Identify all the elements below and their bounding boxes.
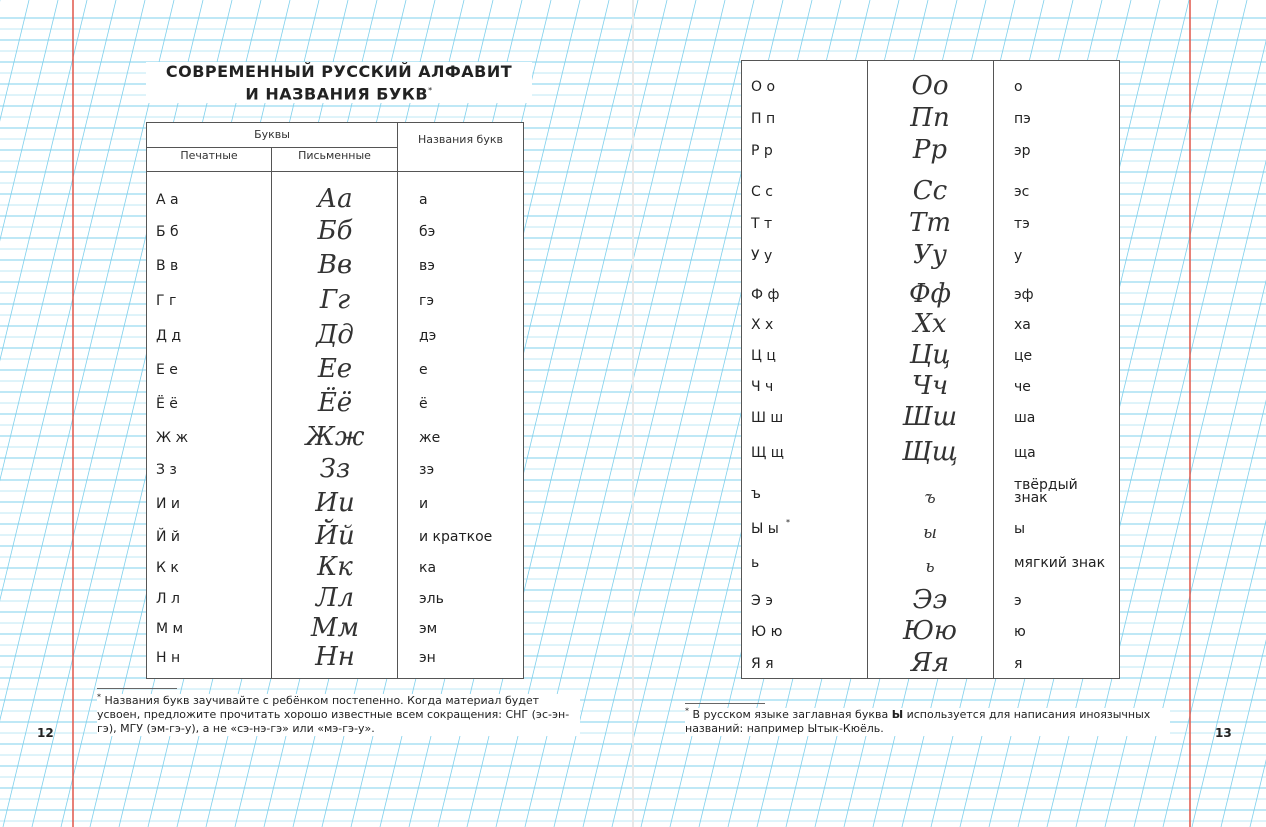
written-letter: Ээ (912, 585, 948, 615)
header-divider (147, 147, 397, 148)
footnote-rule (685, 703, 765, 704)
written-letter: Рр (912, 135, 948, 165)
letter-name: и краткое (419, 529, 493, 545)
written-letter: Нн (315, 642, 355, 672)
printed-letter: У у (751, 248, 773, 264)
printed-letter: ь (751, 555, 760, 571)
printed-letter: Ю ю (751, 624, 783, 640)
printed-letter: А а (156, 192, 179, 208)
alphabet-table-left (146, 122, 524, 679)
written-letter: Кк (317, 552, 353, 582)
written-letter: Щщ (902, 437, 958, 467)
header-letters: Буквы (254, 128, 290, 141)
page-number-left: 12 (37, 726, 54, 740)
written-letter: Мм (310, 613, 360, 643)
letter-name: я (1014, 656, 1023, 672)
letter-name: твёрдый знак (1014, 477, 1078, 506)
header-names: Названия букв (418, 133, 503, 146)
printed-letter: Й й (156, 529, 181, 545)
written-letter: Цц (909, 340, 951, 370)
printed-letter: Щ щ (751, 445, 784, 461)
printed-letter: Я я (751, 656, 774, 672)
letter-name: гэ (419, 293, 435, 309)
printed-letter: Ц ц (751, 348, 776, 364)
footnote-rule (97, 688, 177, 689)
written-letter: Лл (315, 583, 355, 613)
title-line-2 (146, 81, 532, 103)
letter-name: дэ (419, 328, 437, 344)
written-letter: Йй (315, 521, 355, 551)
written-letter: Ёё (317, 388, 353, 418)
printed-letter: О о (751, 79, 776, 95)
letter-name: ха (1014, 317, 1031, 333)
written-letter: Ии (315, 488, 355, 518)
written-letter: Шш (902, 402, 958, 432)
written-letter: ь (925, 557, 935, 577)
written-letter: Чч (911, 371, 949, 401)
printed-letter: Ш ш (751, 410, 784, 426)
letter-name: ка (419, 560, 437, 576)
page-number-right: 13 (1215, 726, 1232, 740)
printed-letter: М м (156, 621, 184, 637)
printed-letter: Л л (156, 591, 180, 607)
written-letter: Яя (910, 648, 950, 678)
letter-name: и (419, 496, 429, 512)
letter-name: ы (1014, 521, 1026, 537)
footnote-mark: * (685, 706, 689, 716)
printed-letter: Ф ф (751, 287, 780, 303)
printed-letter: В в (156, 258, 179, 274)
letter-name: е (419, 362, 428, 378)
column-divider (271, 147, 272, 678)
footnote-bold-letter: Ы (891, 708, 904, 721)
written-letter: Фф (909, 279, 951, 309)
alphabet-table-right: О о Оо о П п Пп пэ Р р Рр эр С с Сс эс Т т Тт тэ У у Уу у Ф ф Фф эф Х х Хх ха Ц ц Цц це Ч ч Чч че Ш ш Шш ша Щ щ Щщ ща ъ ъ твёрдый знак Ы ы * ы ы ь ь мягкий знак Э э Ээ э Ю ю Юю ю Я я Яя я (741, 60, 1120, 679)
letter-name: зэ (419, 462, 435, 478)
written-letter: Зз (319, 454, 351, 484)
letter-name: пэ (1014, 111, 1031, 127)
printed-letter: Т т (751, 216, 773, 232)
printed-letter: Г г (156, 293, 177, 309)
letter-name: эль (419, 591, 444, 607)
printed-letter: З з (156, 462, 177, 478)
letter-name: эм (419, 621, 438, 637)
letter-name: ша (1014, 410, 1036, 426)
header-written: Письменные (298, 149, 371, 162)
written-letter: Аа (317, 184, 353, 214)
printed-letter: ъ (751, 486, 761, 502)
letter-name: эр (1014, 143, 1031, 159)
written-letter: Хх (913, 309, 947, 339)
written-letter: Тт (909, 208, 951, 238)
written-letter: Вв (317, 250, 353, 280)
printed-letter: Д д (156, 328, 182, 344)
letter-name: о (1014, 79, 1023, 95)
printed-letter: Ы ы (751, 521, 779, 537)
letter-name: мягкий знак (1014, 555, 1106, 571)
footnote-text: Названия букв заучивайте с ребёнком постепенно. Когда материал будет усвоен, предложите прочитать хорошо известные всем сокращения: СНГ (эс-эн-гэ), МГУ (эм-гэ-у), а не «сэ-нэ-гэ» или «мэ-гэ-у». (97, 694, 570, 735)
written-letter: Ее (317, 354, 353, 384)
title-footnote-mark: * (428, 86, 433, 95)
printed-letter: Ж ж (156, 430, 189, 446)
written-letter: Бб (317, 216, 353, 246)
letter-name: ща (1014, 445, 1036, 461)
written-letter: Уу (913, 240, 947, 270)
letter-name: а (419, 192, 428, 208)
letter-name: тэ (1014, 216, 1030, 232)
printed-letter: С с (751, 184, 773, 200)
letter-name: эф (1014, 287, 1034, 303)
letter-name: у (1014, 248, 1023, 264)
printed-letter: Н н (156, 650, 181, 666)
written-letter: Дд (316, 320, 354, 350)
letter-name: эс (1014, 184, 1030, 200)
page-title (146, 62, 532, 103)
printed-letter: Р р (751, 143, 773, 159)
written-letter: Гг (319, 285, 351, 315)
written-letter: ы (923, 523, 937, 543)
printed-letter: Ч ч (751, 379, 774, 395)
title-line-2-text: И НАЗВАНИЯ БУКВ (245, 84, 429, 104)
printed-letter: Э э (751, 593, 773, 609)
written-letter: Оо (911, 71, 949, 101)
letter-name: ё (419, 396, 428, 412)
letter-name: ю (1014, 624, 1026, 640)
letter-name: эн (419, 650, 436, 666)
footnote-text-after: используется для написания иноязычных названий: например Ытык-Кюёль. (685, 708, 1151, 735)
letter-name: же (419, 430, 441, 446)
printed-letter: И и (156, 496, 181, 512)
printed-letter: Е е (156, 362, 178, 378)
printed-letter: Б б (156, 224, 179, 240)
written-letter: Сс (912, 176, 948, 206)
column-divider (993, 61, 994, 678)
letter-name: це (1014, 348, 1033, 364)
title-line-1: СОВРЕМЕННЫЙ РУССКИЙ АЛФАВИТ (165, 62, 513, 81)
printed-letter: П п (751, 111, 776, 127)
header-divider (147, 171, 523, 172)
printed-letter: Ё ё (156, 396, 178, 412)
footnote-right (685, 708, 1170, 736)
written-letter: ъ (924, 488, 936, 508)
letter-name: э (1014, 593, 1022, 609)
column-divider (397, 123, 398, 678)
written-letter: Жж (305, 422, 365, 452)
letter-name: бэ (419, 224, 436, 240)
footnote-left (97, 694, 580, 736)
printed-letter: Х х (751, 317, 774, 333)
written-letter: Пп (910, 103, 950, 133)
footnote-text-before: В русском языке заглавная буква (692, 708, 889, 721)
letter-name: вэ (419, 258, 435, 274)
header-printed: Печатные (180, 149, 238, 162)
written-letter: Юю (903, 616, 957, 646)
footnote-mark: * (97, 692, 101, 702)
letter-name: че (1014, 379, 1031, 395)
printed-letter: К к (156, 560, 179, 576)
